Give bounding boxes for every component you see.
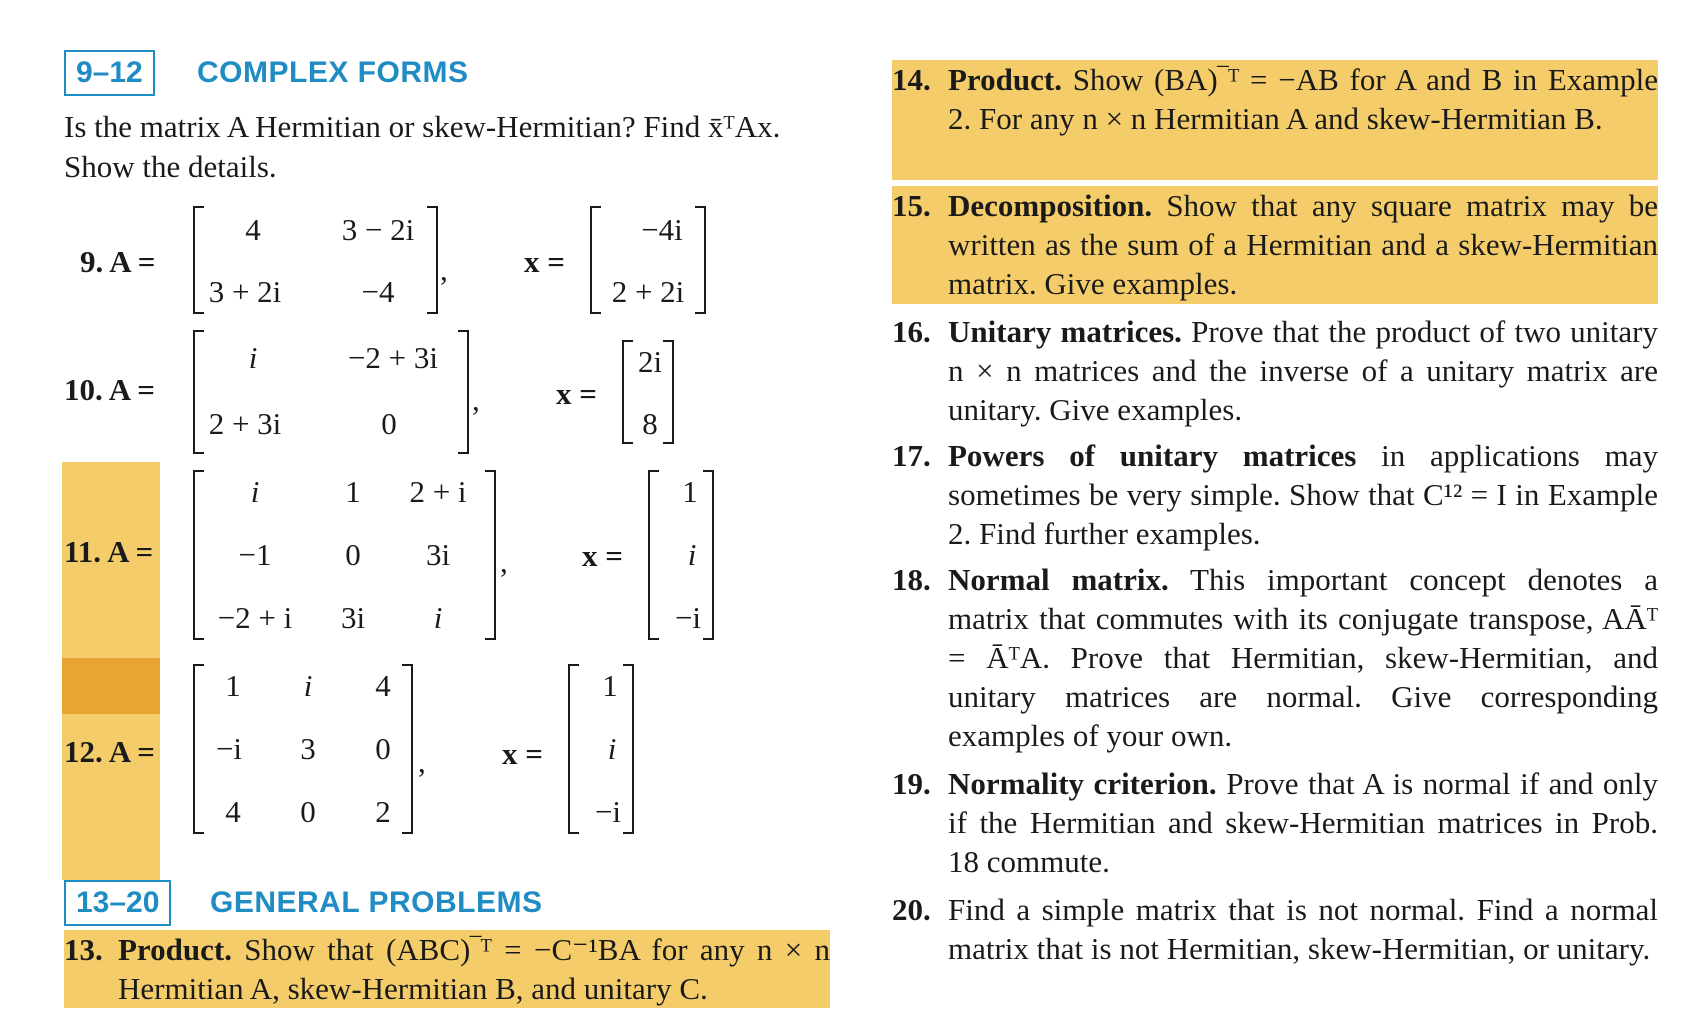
- problem-number: 20.: [892, 892, 931, 927]
- matrix-cell: −2 + 3i: [347, 340, 439, 375]
- matrix-cell: −1: [238, 537, 272, 572]
- matrix-cell: 0: [345, 537, 361, 572]
- section-number-box: 9–12: [64, 50, 155, 96]
- problem-9-vector-x: [590, 206, 706, 314]
- matrix-cell: −i: [215, 731, 243, 766]
- section-intro: [64, 107, 864, 187]
- matrix-cell: 4: [375, 668, 391, 703]
- vector-cell: i: [687, 537, 697, 572]
- problem-11-x-label: x =: [582, 538, 623, 573]
- vector-cell: −4i: [641, 212, 683, 247]
- matrix-cell: i: [303, 668, 313, 703]
- matrix-cell: 4: [225, 794, 241, 829]
- problem-12-label: 12. A =: [64, 734, 155, 769]
- problem-number: 19.: [892, 766, 931, 801]
- problem-text: in applications may sometimes be very simple. Show that C¹² = I in Example 2. Find further examples.: [948, 438, 1659, 551]
- matrix-cell: 0: [381, 406, 397, 441]
- intro-line-1: Is the matrix A Hermitian or skew-Hermitian? Find x̄ᵀAx.: [64, 109, 781, 144]
- matrix-cell: 2: [375, 794, 391, 829]
- matrix-cell: 2 + i: [409, 474, 467, 509]
- problem-16: [892, 312, 1658, 429]
- problem-number: 13.: [64, 932, 103, 967]
- problem-title: Normality criterion.: [948, 766, 1217, 801]
- problem-13: [64, 930, 830, 1008]
- comma: ,: [500, 544, 508, 579]
- problem-title: Powers of unitary matrices: [948, 438, 1357, 473]
- matrix-cell: −2 + i: [217, 600, 293, 635]
- matrix-cell: 1: [345, 474, 361, 509]
- matrix-cell: 4: [245, 212, 261, 247]
- problem-12-x-label: x =: [502, 736, 543, 771]
- problem-title: Product.: [948, 62, 1062, 97]
- matrix-cell: 3i: [340, 600, 366, 635]
- vector-cell: 1: [682, 474, 698, 509]
- matrix-cell: 3i: [425, 537, 451, 572]
- matrix-cell: 0: [300, 794, 316, 829]
- problem-11-matrix-A: [193, 470, 496, 640]
- problem-number: 17.: [892, 438, 931, 473]
- problem-10-label: 10. A =: [64, 372, 155, 407]
- problem-10-x-label: x =: [556, 376, 597, 411]
- problem-10-vector-x: [622, 340, 674, 444]
- matrix-cell: 1: [225, 668, 241, 703]
- section-number-box-2: 13–20: [64, 880, 171, 926]
- highlight-bar-left-dark: [62, 658, 160, 714]
- problem-text: Show (BA)‾ᵀ = −AB for A and B in Example 2. For any n × n Hermitian A and skew-Hermitian B.: [948, 62, 1659, 136]
- matrix-cell: i: [433, 600, 443, 635]
- problem-9-matrix-A: [193, 206, 438, 314]
- problem-text: Show that any square matrix may be written as the sum of a Hermitian and a skew-Hermitian matrix. Give examples.: [948, 188, 1658, 301]
- vector-cell: −i: [594, 794, 622, 829]
- comma: ,: [440, 252, 448, 287]
- vector-cell: 8: [642, 406, 658, 441]
- matrix-cell: −4: [361, 274, 395, 309]
- matrix-cell: i: [250, 474, 260, 509]
- vector-cell: 1: [602, 668, 618, 703]
- vector-cell: i: [607, 731, 617, 766]
- matrix-cell: 2 + 3i: [208, 406, 282, 441]
- intro-line-2: Show the details.: [64, 149, 277, 184]
- problem-text: Prove that A is normal if and only if the Hermitian and skew-Hermitian matrices in Prob. 18 commute.: [948, 766, 1658, 879]
- problem-14: [892, 60, 1658, 138]
- matrix-cell: 3 + 2i: [208, 274, 282, 309]
- section-title-2: GENERAL PROBLEMS: [210, 886, 543, 919]
- problem-12-matrix-A: [193, 664, 413, 834]
- matrix-cell: 3 − 2i: [341, 212, 415, 247]
- problem-text: Show that (ABC)‾ᵀ = −C⁻¹BA for any n × n Hermitian A, skew-Hermitian B, and unitary C.: [118, 932, 830, 1006]
- problem-title: Unitary matrices.: [948, 314, 1182, 349]
- problem-17: [892, 436, 1658, 553]
- vector-cell: 2 + 2i: [611, 274, 685, 309]
- matrix-cell: i: [248, 340, 258, 375]
- problem-9-x-label: x =: [524, 244, 565, 279]
- problem-text: This important concept denotes a matrix that commutes with its conjugate transpose, AĀᵀ = ĀᵀA. Prove that Hermitian, skew-Hermitian, and unitary matrices are normal. Give corresponding examples of your own.: [948, 562, 1658, 753]
- problem-text: Find a simple matrix that is not normal. Find a normal matrix that is not Hermitian, skew-Hermitian, or unitary.: [948, 892, 1658, 966]
- problem-11-label: 11. A =: [64, 534, 154, 569]
- problem-10-matrix-A: [193, 330, 469, 454]
- problem-12-vector-x: [568, 664, 634, 834]
- matrix-cell: 0: [375, 731, 391, 766]
- problem-number: 14.: [892, 62, 931, 97]
- problem-15: [892, 186, 1658, 303]
- problem-18: [892, 560, 1658, 755]
- section-title: COMPLEX FORMS: [197, 56, 469, 89]
- problem-number: 15.: [892, 188, 931, 223]
- problem-11-vector-x: [648, 470, 714, 640]
- problem-title: Product.: [118, 932, 232, 967]
- comma: ,: [418, 744, 426, 779]
- problem-title: Decomposition.: [948, 188, 1153, 223]
- problem-title: Normal matrix.: [948, 562, 1169, 597]
- comma: ,: [472, 382, 480, 417]
- problem-number: 16.: [892, 314, 931, 349]
- problem-text: Prove that the product of two unitary n × n matrices and the inverse of a unitary matrix are unitary. Give examples.: [948, 314, 1658, 427]
- problem-19: [892, 764, 1658, 881]
- problem-9-label: 9. A =: [80, 244, 156, 279]
- vector-cell: 2i: [637, 344, 663, 379]
- problem-20: [892, 890, 1658, 968]
- matrix-cell: 3: [300, 731, 316, 766]
- problem-number: 18.: [892, 562, 931, 597]
- vector-cell: −i: [674, 600, 702, 635]
